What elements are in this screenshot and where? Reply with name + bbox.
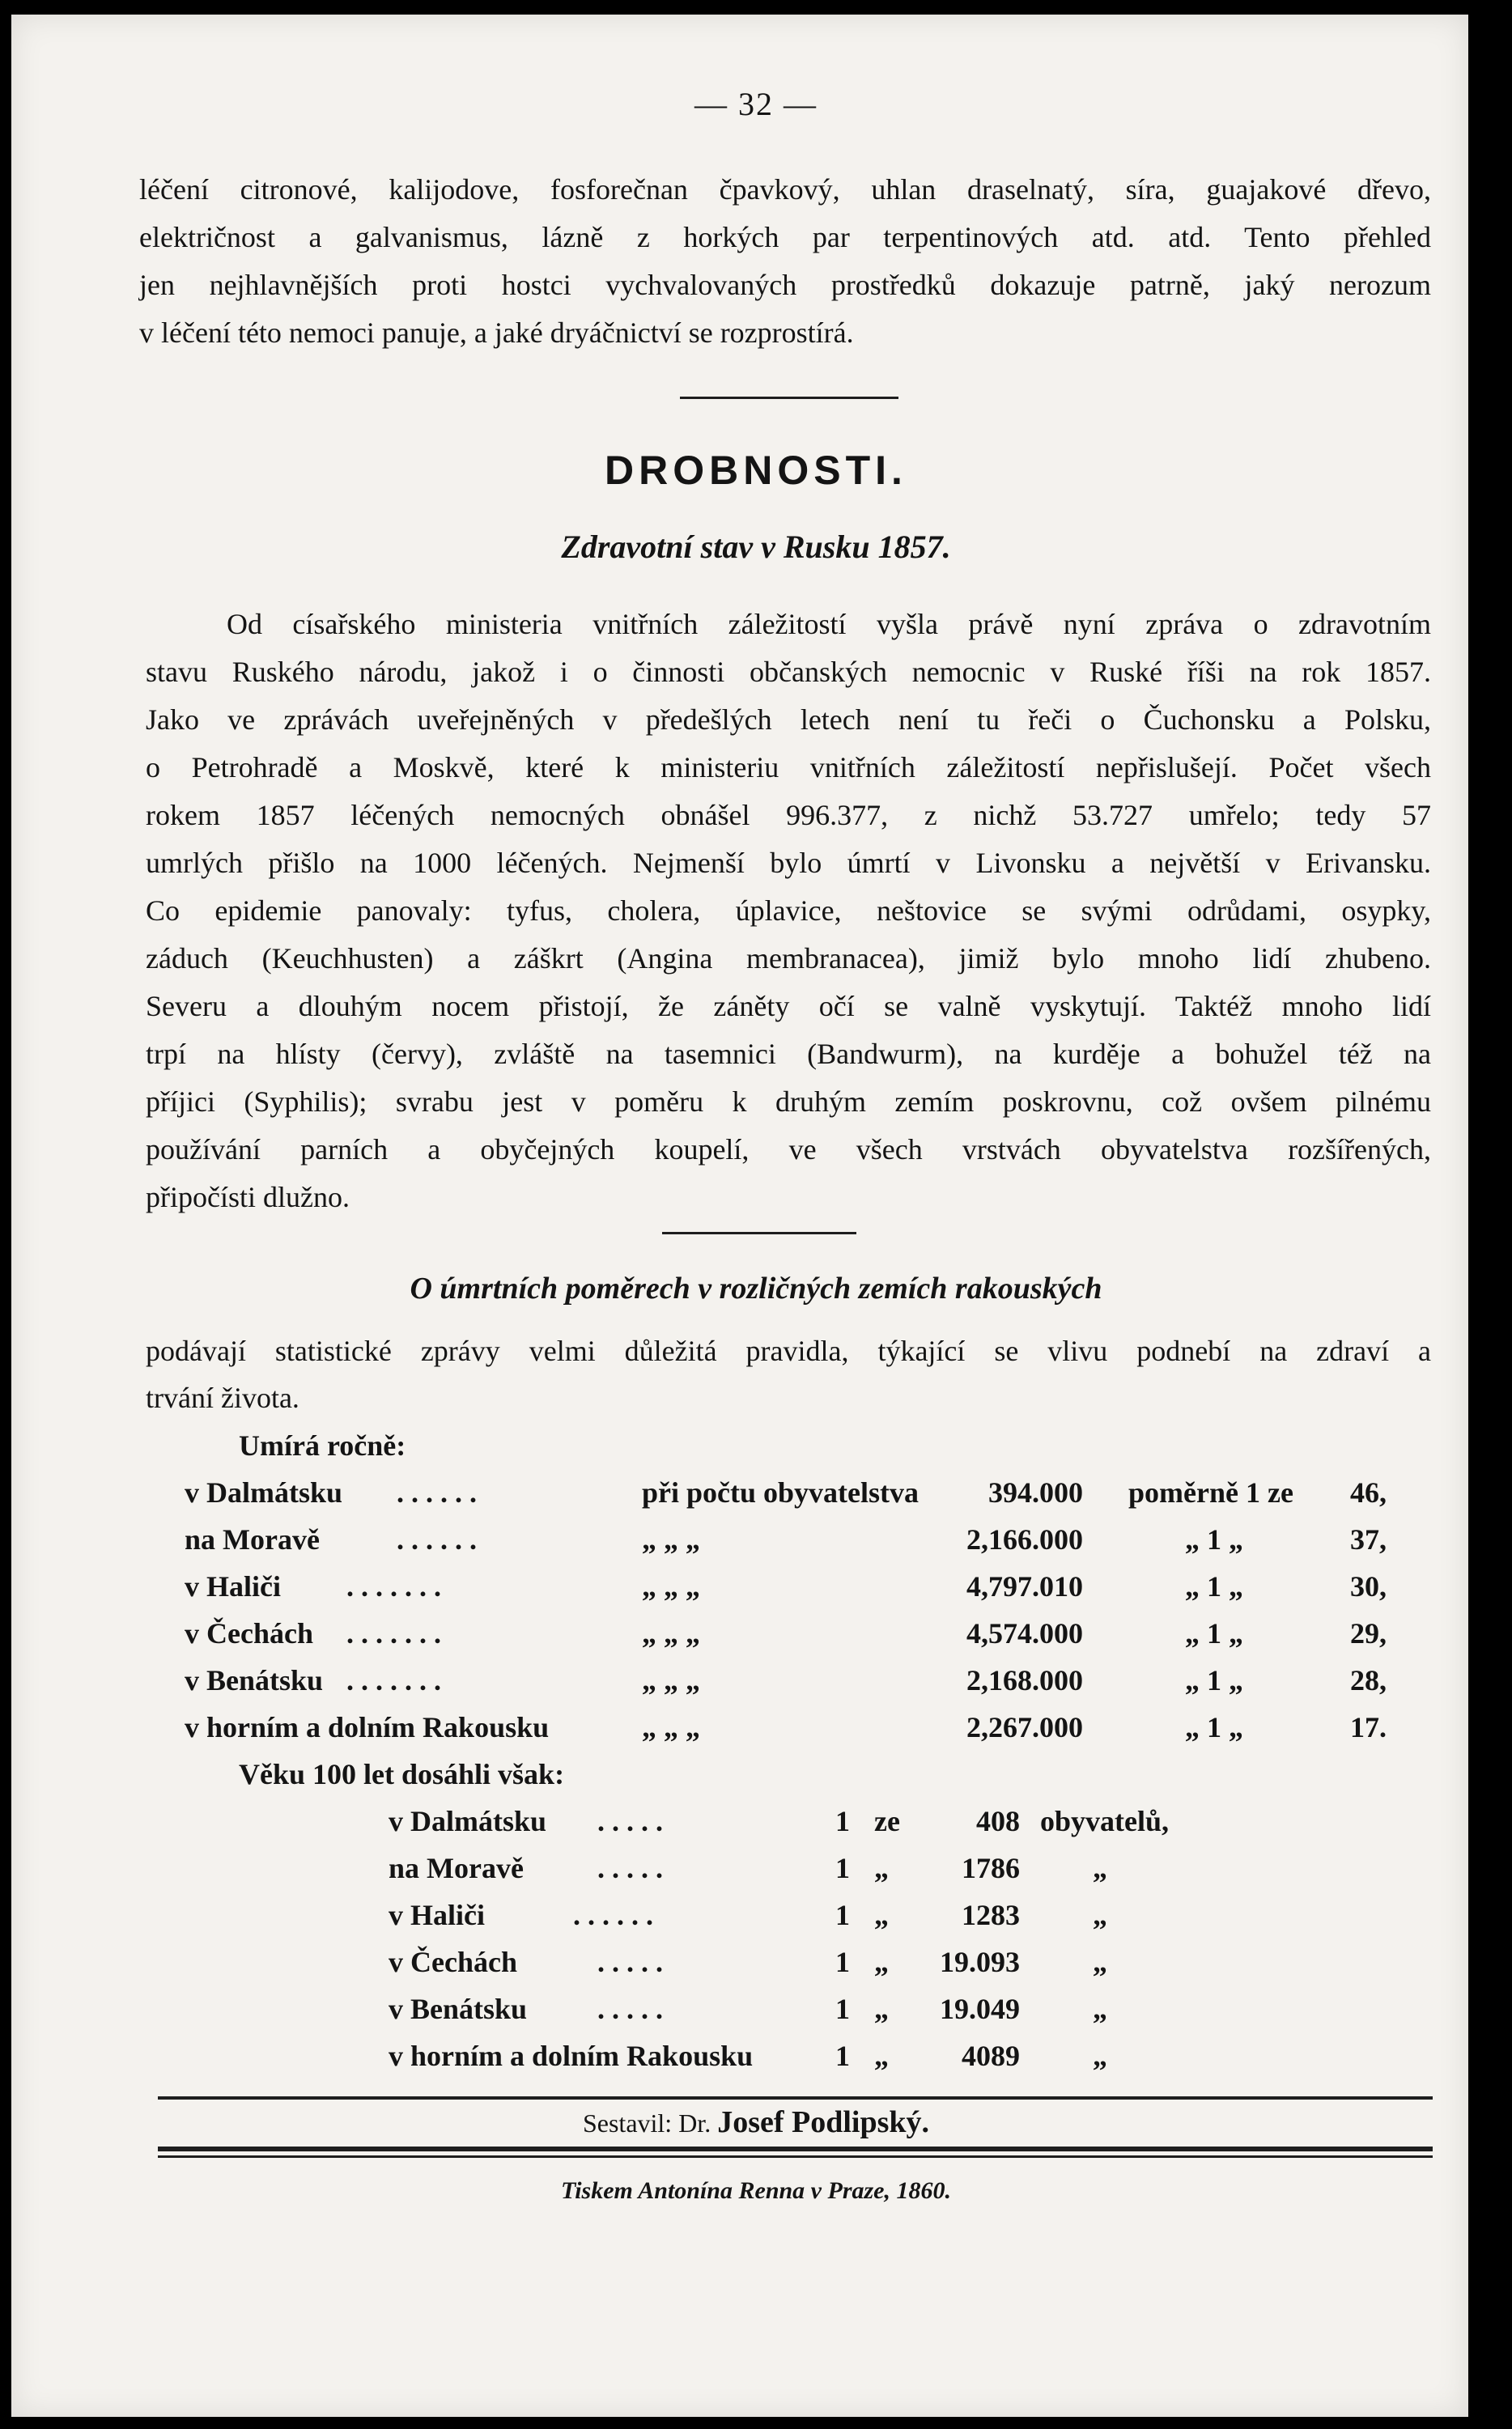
row-country: v Dalmátsku bbox=[389, 1805, 547, 1837]
text-line: rokem 1857 léčených nemocných obnášel 996.377, z nichž 53.727 umřelo; tedy 57 bbox=[146, 799, 1431, 831]
text-line: podávají statistické zprávy velmi důležitá pravidla, týkající se vlivu podnebí na zdraví a bbox=[146, 1335, 1431, 1367]
table-row bbox=[389, 1798, 1441, 1845]
table-row bbox=[389, 2032, 1441, 2079]
row-country: v horním a dolním Rakousku bbox=[185, 1711, 550, 1743]
row-mark: „ bbox=[874, 1852, 889, 1884]
row-ratio-text: „ 1 „ bbox=[1185, 1617, 1243, 1650]
row-population: 2,168.000 bbox=[966, 1664, 1083, 1696]
row-count: 19.049 bbox=[940, 1993, 1020, 2025]
row-count: 1283 bbox=[962, 1899, 1020, 1931]
row-dots: . . . . . bbox=[597, 1993, 663, 2025]
row-ratio: 46, bbox=[1350, 1476, 1387, 1509]
row-ratio: 17. bbox=[1350, 1711, 1387, 1743]
table-row bbox=[185, 1610, 1447, 1657]
row-count: 19.093 bbox=[940, 1946, 1020, 1978]
row-mark: „ bbox=[874, 1993, 889, 2025]
row-unit: obyvatelů, bbox=[1040, 1805, 1170, 1837]
row-dots: . . . . . bbox=[597, 1946, 663, 1978]
text-line: záduch (Keuchhusten) a záškrt (Angina membranacea), jimiž bylo mnoho lidí zhubeno. bbox=[146, 942, 1431, 975]
row-country: v Haliči bbox=[389, 1899, 485, 1931]
article-paragraph bbox=[146, 1327, 1431, 1421]
row-count: 408 bbox=[976, 1805, 1020, 1837]
row-dots: . . . . . bbox=[597, 1805, 663, 1837]
row-country: v Dalmátsku bbox=[185, 1476, 343, 1509]
row-mark: „ bbox=[874, 1899, 889, 1931]
table-row bbox=[185, 1563, 1447, 1610]
row-country: v Benátsku bbox=[389, 1993, 528, 2025]
article-paragraph bbox=[146, 601, 1431, 1221]
row-ratio-text: „ 1 „ bbox=[1185, 1664, 1243, 1696]
row-count: 4089 bbox=[962, 2040, 1020, 2072]
text-line: v léčení této nemoci panuje, a jaké dryáčnictví se rozprostírá. bbox=[139, 316, 854, 349]
row-one: 1 bbox=[835, 1993, 850, 2025]
row-per-text: „ „ „ bbox=[642, 1664, 700, 1696]
row-country: v Haliči bbox=[185, 1570, 281, 1603]
signature bbox=[0, 2104, 1512, 2140]
row-ratio: 30, bbox=[1350, 1570, 1387, 1603]
text-line: umrlých přišlo na 1000 léčených. Nejmenší bylo úmrtí v Livonsku a největší v Erivansku. bbox=[146, 847, 1431, 879]
text-line: Jako ve zprávách uveřejněných v předešlých letech není tu řeči o Čuchonsku a Polsku, bbox=[146, 703, 1431, 736]
scan-edge bbox=[1480, 0, 1512, 2429]
divider bbox=[158, 2155, 1433, 2158]
row-country: v Benátsku bbox=[185, 1664, 324, 1696]
row-per-text: „ „ „ bbox=[642, 1711, 700, 1743]
row-country: na Moravě bbox=[185, 1523, 320, 1556]
row-dots: . . . . . bbox=[597, 1852, 663, 1884]
text-line: jen nejhlavnějších proti hostci vychvalovaných prostředků dokazuje patrně, jaký nerozum bbox=[139, 269, 1431, 301]
row-ratio-text: „ 1 „ bbox=[1185, 1523, 1243, 1556]
row-ratio-text: „ 1 „ bbox=[1185, 1570, 1243, 1603]
row-ratio-text: poměrně 1 ze bbox=[1128, 1476, 1293, 1509]
row-unit: „ bbox=[1093, 1899, 1107, 1931]
divider bbox=[158, 2147, 1433, 2151]
article-title: Zdravotní stav v Rusku 1857. bbox=[561, 529, 951, 565]
divider bbox=[662, 1232, 856, 1234]
row-ratio: 29, bbox=[1350, 1617, 1387, 1650]
printer-imprint: Tiskem Antonína Renna v Praze, 1860. bbox=[561, 2177, 951, 2204]
age-label: Věku 100 let dosáhli však: bbox=[239, 1758, 565, 1790]
text-line: používání parních a obyčejných koupelí, ve všech vrstvách obyvatelstva rozšířených, bbox=[146, 1133, 1431, 1166]
row-ratio: 28, bbox=[1350, 1664, 1387, 1696]
table-row bbox=[389, 1985, 1441, 2032]
article-title: O úmrtních poměrech v rozličných zemích rakouských bbox=[410, 1272, 1102, 1306]
text-line: trpí na hlísty (červy), zvláště na tasemnici (Bandwurm), na kurděje a bohužel též na bbox=[146, 1038, 1431, 1070]
row-dots: . . . . . . . bbox=[346, 1617, 441, 1650]
row-ratio-text: „ 1 „ bbox=[1185, 1711, 1243, 1743]
mortality-label: Umírá ročně: bbox=[239, 1429, 406, 1462]
section-heading: DROBNOSTI. bbox=[605, 448, 907, 493]
row-dots: . . . . . . bbox=[397, 1523, 477, 1556]
text-line: Co epidemie panovaly: tyfus, cholera, úplavice, neštovice se svými odrůdami, osypky, bbox=[146, 894, 1431, 927]
row-population: 2,166.000 bbox=[966, 1523, 1083, 1556]
divider bbox=[158, 2096, 1433, 2100]
table-row bbox=[185, 1516, 1447, 1563]
row-count: 1786 bbox=[962, 1852, 1020, 1884]
row-dots: . . . . . . bbox=[397, 1476, 477, 1509]
table-row bbox=[389, 1892, 1441, 1939]
text-line: trvání života. bbox=[146, 1382, 299, 1414]
row-population: 4,797.010 bbox=[966, 1570, 1083, 1603]
row-one: 1 bbox=[835, 1946, 850, 1978]
row-one: 1 bbox=[835, 2040, 850, 2072]
row-mark: „ bbox=[874, 2040, 889, 2072]
text-line: Od císařského ministeria vnitřních záležitostí vyšla právě nyní zpráva o zdravotním bbox=[227, 608, 1431, 640]
table-row bbox=[389, 1939, 1441, 1985]
row-unit: „ bbox=[1093, 1946, 1107, 1978]
row-one: 1 bbox=[835, 1852, 850, 1884]
row-per-text: „ „ „ bbox=[642, 1617, 700, 1650]
row-unit: „ bbox=[1093, 1993, 1107, 2025]
row-per-text: „ „ „ bbox=[642, 1570, 700, 1603]
row-country: v horním a dolním Rakousku bbox=[389, 2040, 754, 2072]
row-mark: ze bbox=[874, 1805, 900, 1837]
row-dots: . . . . . . bbox=[573, 1899, 653, 1931]
row-unit: „ bbox=[1093, 2040, 1107, 2072]
text-line: stavu Ruského národu, jakož i o činnosti občanských nemocnic v Ruské říši na rok 1857. bbox=[146, 656, 1431, 688]
row-country: v Čechách bbox=[389, 1946, 517, 1978]
row-dots: . . . . . . . bbox=[346, 1664, 441, 1696]
text-line: léčení citronové, kalijodove, fosforečnan čpavkový, uhlan draselnatý, síra, guajakové dřevo, bbox=[139, 173, 1431, 206]
intro-paragraph bbox=[139, 166, 1431, 357]
text-line: o Petrohradě a Moskvě, které k ministeriu vnitřních záležitostí nepřislušejí. Počet všech bbox=[146, 751, 1431, 783]
text-line: Severu a dlouhým nocem přistojí, že záněty očí se valně vyskytují. Taktéž mnoho lidí bbox=[146, 990, 1431, 1022]
row-ratio: 37, bbox=[1350, 1523, 1387, 1556]
table-row bbox=[185, 1657, 1447, 1704]
table-row bbox=[389, 1845, 1441, 1892]
author-name: Josef Podlipský. bbox=[717, 2105, 930, 2139]
text-line: příjici (Syphilis); svrabu jest v poměru k druhým zemím poskrovnu, což ovšem pilnému bbox=[146, 1085, 1431, 1118]
row-population: 2,267.000 bbox=[966, 1711, 1083, 1743]
row-mark: „ bbox=[874, 1946, 889, 1978]
signature-prefix: Sestavil: Dr. bbox=[582, 2108, 711, 2138]
divider bbox=[680, 397, 898, 399]
text-line: připočísti dlužno. bbox=[146, 1181, 350, 1213]
row-population: 394.000 bbox=[988, 1476, 1083, 1509]
row-country: na Moravě bbox=[389, 1852, 524, 1884]
row-dots: . . . . . . . bbox=[346, 1570, 441, 1603]
row-per-text: „ „ „ bbox=[642, 1523, 700, 1556]
row-one: 1 bbox=[835, 1805, 850, 1837]
row-country: v Čechách bbox=[185, 1617, 313, 1650]
row-one: 1 bbox=[835, 1899, 850, 1931]
row-per-text: při počtu obyvatelstva bbox=[642, 1476, 919, 1509]
row-unit: „ bbox=[1093, 1852, 1107, 1884]
table-row bbox=[185, 1469, 1447, 1516]
page-number: — 32 — bbox=[694, 86, 818, 122]
table-row bbox=[185, 1704, 1447, 1751]
row-population: 4,574.000 bbox=[966, 1617, 1083, 1650]
text-line: električnost a galvanismus, lázně z horkých par terpentinových atd. atd. Tento přehled bbox=[139, 221, 1431, 253]
